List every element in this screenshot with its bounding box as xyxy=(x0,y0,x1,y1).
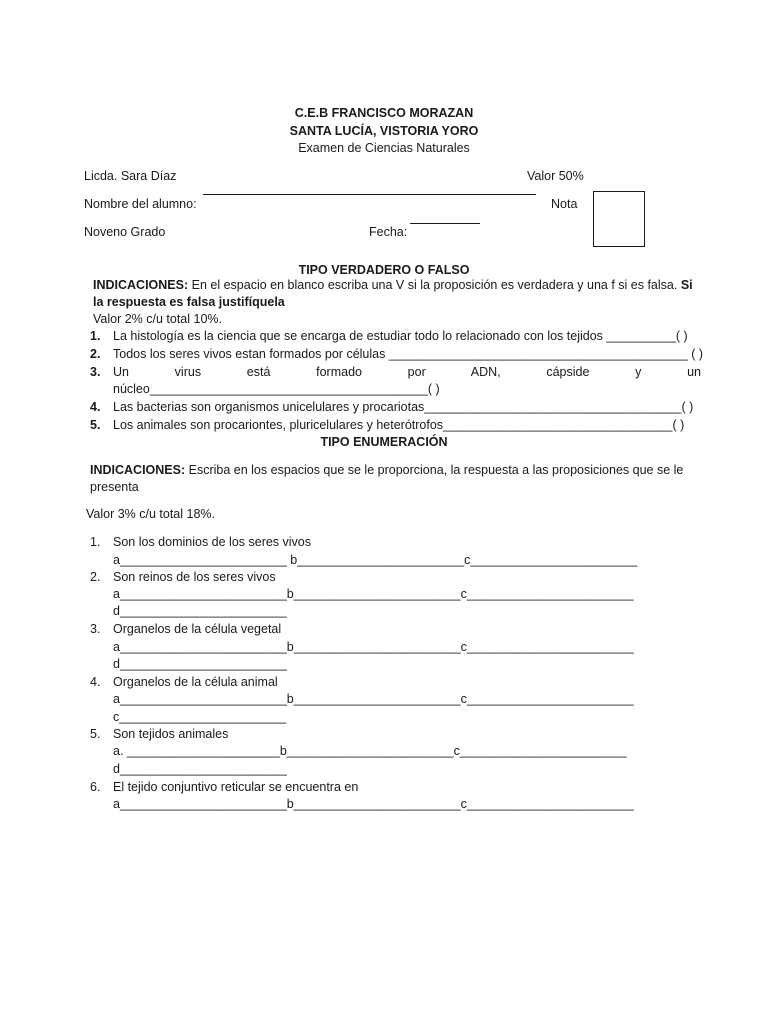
instructions-text: Escriba en los espacios que se le proporciona, la respuesta a las proposiciones que se le presenta xyxy=(90,463,684,494)
answer-line[interactable]: d________________________ xyxy=(113,604,287,618)
tf-item-number: 5. xyxy=(90,418,101,432)
enum-item-text: Son tejidos animales xyxy=(113,727,229,741)
tf-item-text: Los animales son procariontes, pluricelulares y heterótrofos_________________________________( ) xyxy=(113,418,685,432)
date-label: Fecha: xyxy=(369,225,408,239)
section2-instructions xyxy=(90,462,690,496)
tf-item-text: La histología es la ciencia que se encarga de estudiar todo lo relacionado con los tejidos __________( ) xyxy=(113,329,688,343)
student-name-label: Nombre del alumno: xyxy=(84,197,197,211)
enum-item-number: 2. xyxy=(90,570,101,584)
tf-item-text: Un virus está formado por ADN, cápside y un xyxy=(113,365,701,379)
school-location: SANTA LUCÍA, VISTORIA YORO xyxy=(289,124,479,138)
teacher-name: Licda. Sara Díaz xyxy=(84,169,177,183)
exam-value: Valor 50% xyxy=(527,169,584,183)
section2-title: TIPO ENUMERACIÓN xyxy=(320,435,448,449)
enum-item-text: Son los dominios de los seres vivos xyxy=(113,535,312,549)
date-field[interactable] xyxy=(410,223,480,224)
tf-item-continuation: núcleo________________________________________( ) xyxy=(113,382,440,396)
grade-level: Noveno Grado xyxy=(84,225,166,239)
enum-item-text: Organelos de la célula vegetal xyxy=(113,622,282,636)
instructions-label: INDICACIONES: xyxy=(90,463,186,477)
section1-title: TIPO VERDADERO O FALSO xyxy=(298,263,470,277)
tf-item-number: 2. xyxy=(90,347,101,361)
section1-value: Valor 2% c/u total 10%. xyxy=(93,312,223,326)
enum-item-number: 1. xyxy=(90,535,101,549)
answer-line[interactable]: a________________________b________________________c________________________ xyxy=(113,692,634,706)
instructions-label: INDICACIONES: xyxy=(93,278,189,292)
answer-line[interactable]: a________________________b________________________c________________________ xyxy=(113,797,634,811)
enum-item-number: 4. xyxy=(90,675,101,689)
section2-value: Valor 3% c/u total 18%. xyxy=(86,507,216,521)
tf-item-number: 1. xyxy=(90,329,101,343)
instructions-text: En el espacio en blanco escriba una V si la proposición es verdadera y una f si es falsa. xyxy=(188,278,681,292)
instructions-bold: Si la respuesta es falsa justifíquela xyxy=(93,278,693,309)
enum-item-number: 5. xyxy=(90,727,101,741)
school-name: C.E.B FRANCISCO MORAZAN xyxy=(294,106,474,120)
exam-title: Examen de Ciencias Naturales xyxy=(298,141,470,155)
tf-item-number: 3. xyxy=(90,365,101,379)
enum-item-text: El tejido conjuntivo reticular se encuentra en xyxy=(113,780,359,794)
answer-line[interactable]: d________________________ xyxy=(113,762,287,776)
enum-item-number: 3. xyxy=(90,622,101,636)
grade-label: Nota xyxy=(551,197,578,211)
answer-line[interactable]: a________________________b________________________c________________________ xyxy=(113,640,634,654)
tf-item-number: 4. xyxy=(90,400,101,414)
answer-line[interactable]: c________________________ xyxy=(113,710,287,724)
answer-line[interactable]: a________________________b________________________c________________________ xyxy=(113,587,634,601)
enum-item-text: Son reinos de los seres vivos xyxy=(113,570,276,584)
enum-item-text: Organelos de la célula animal xyxy=(113,675,278,689)
student-name-field[interactable] xyxy=(203,194,536,195)
section1-instructions xyxy=(93,277,705,311)
enum-item-number: 6. xyxy=(90,780,101,794)
grade-box[interactable] xyxy=(593,191,645,247)
tf-item-text: Todos los seres vivos estan formados por células ___________________________________________ ( ) xyxy=(113,347,704,361)
answer-line[interactable]: d________________________ xyxy=(113,657,287,671)
tf-item-text: Las bacterias son organismos unicelulares y procariotas_____________________________________( ) xyxy=(113,400,694,414)
answer-line[interactable]: a. ______________________b________________________c________________________ xyxy=(113,744,627,758)
answer-line[interactable]: a________________________ b________________________c________________________ xyxy=(113,553,638,567)
